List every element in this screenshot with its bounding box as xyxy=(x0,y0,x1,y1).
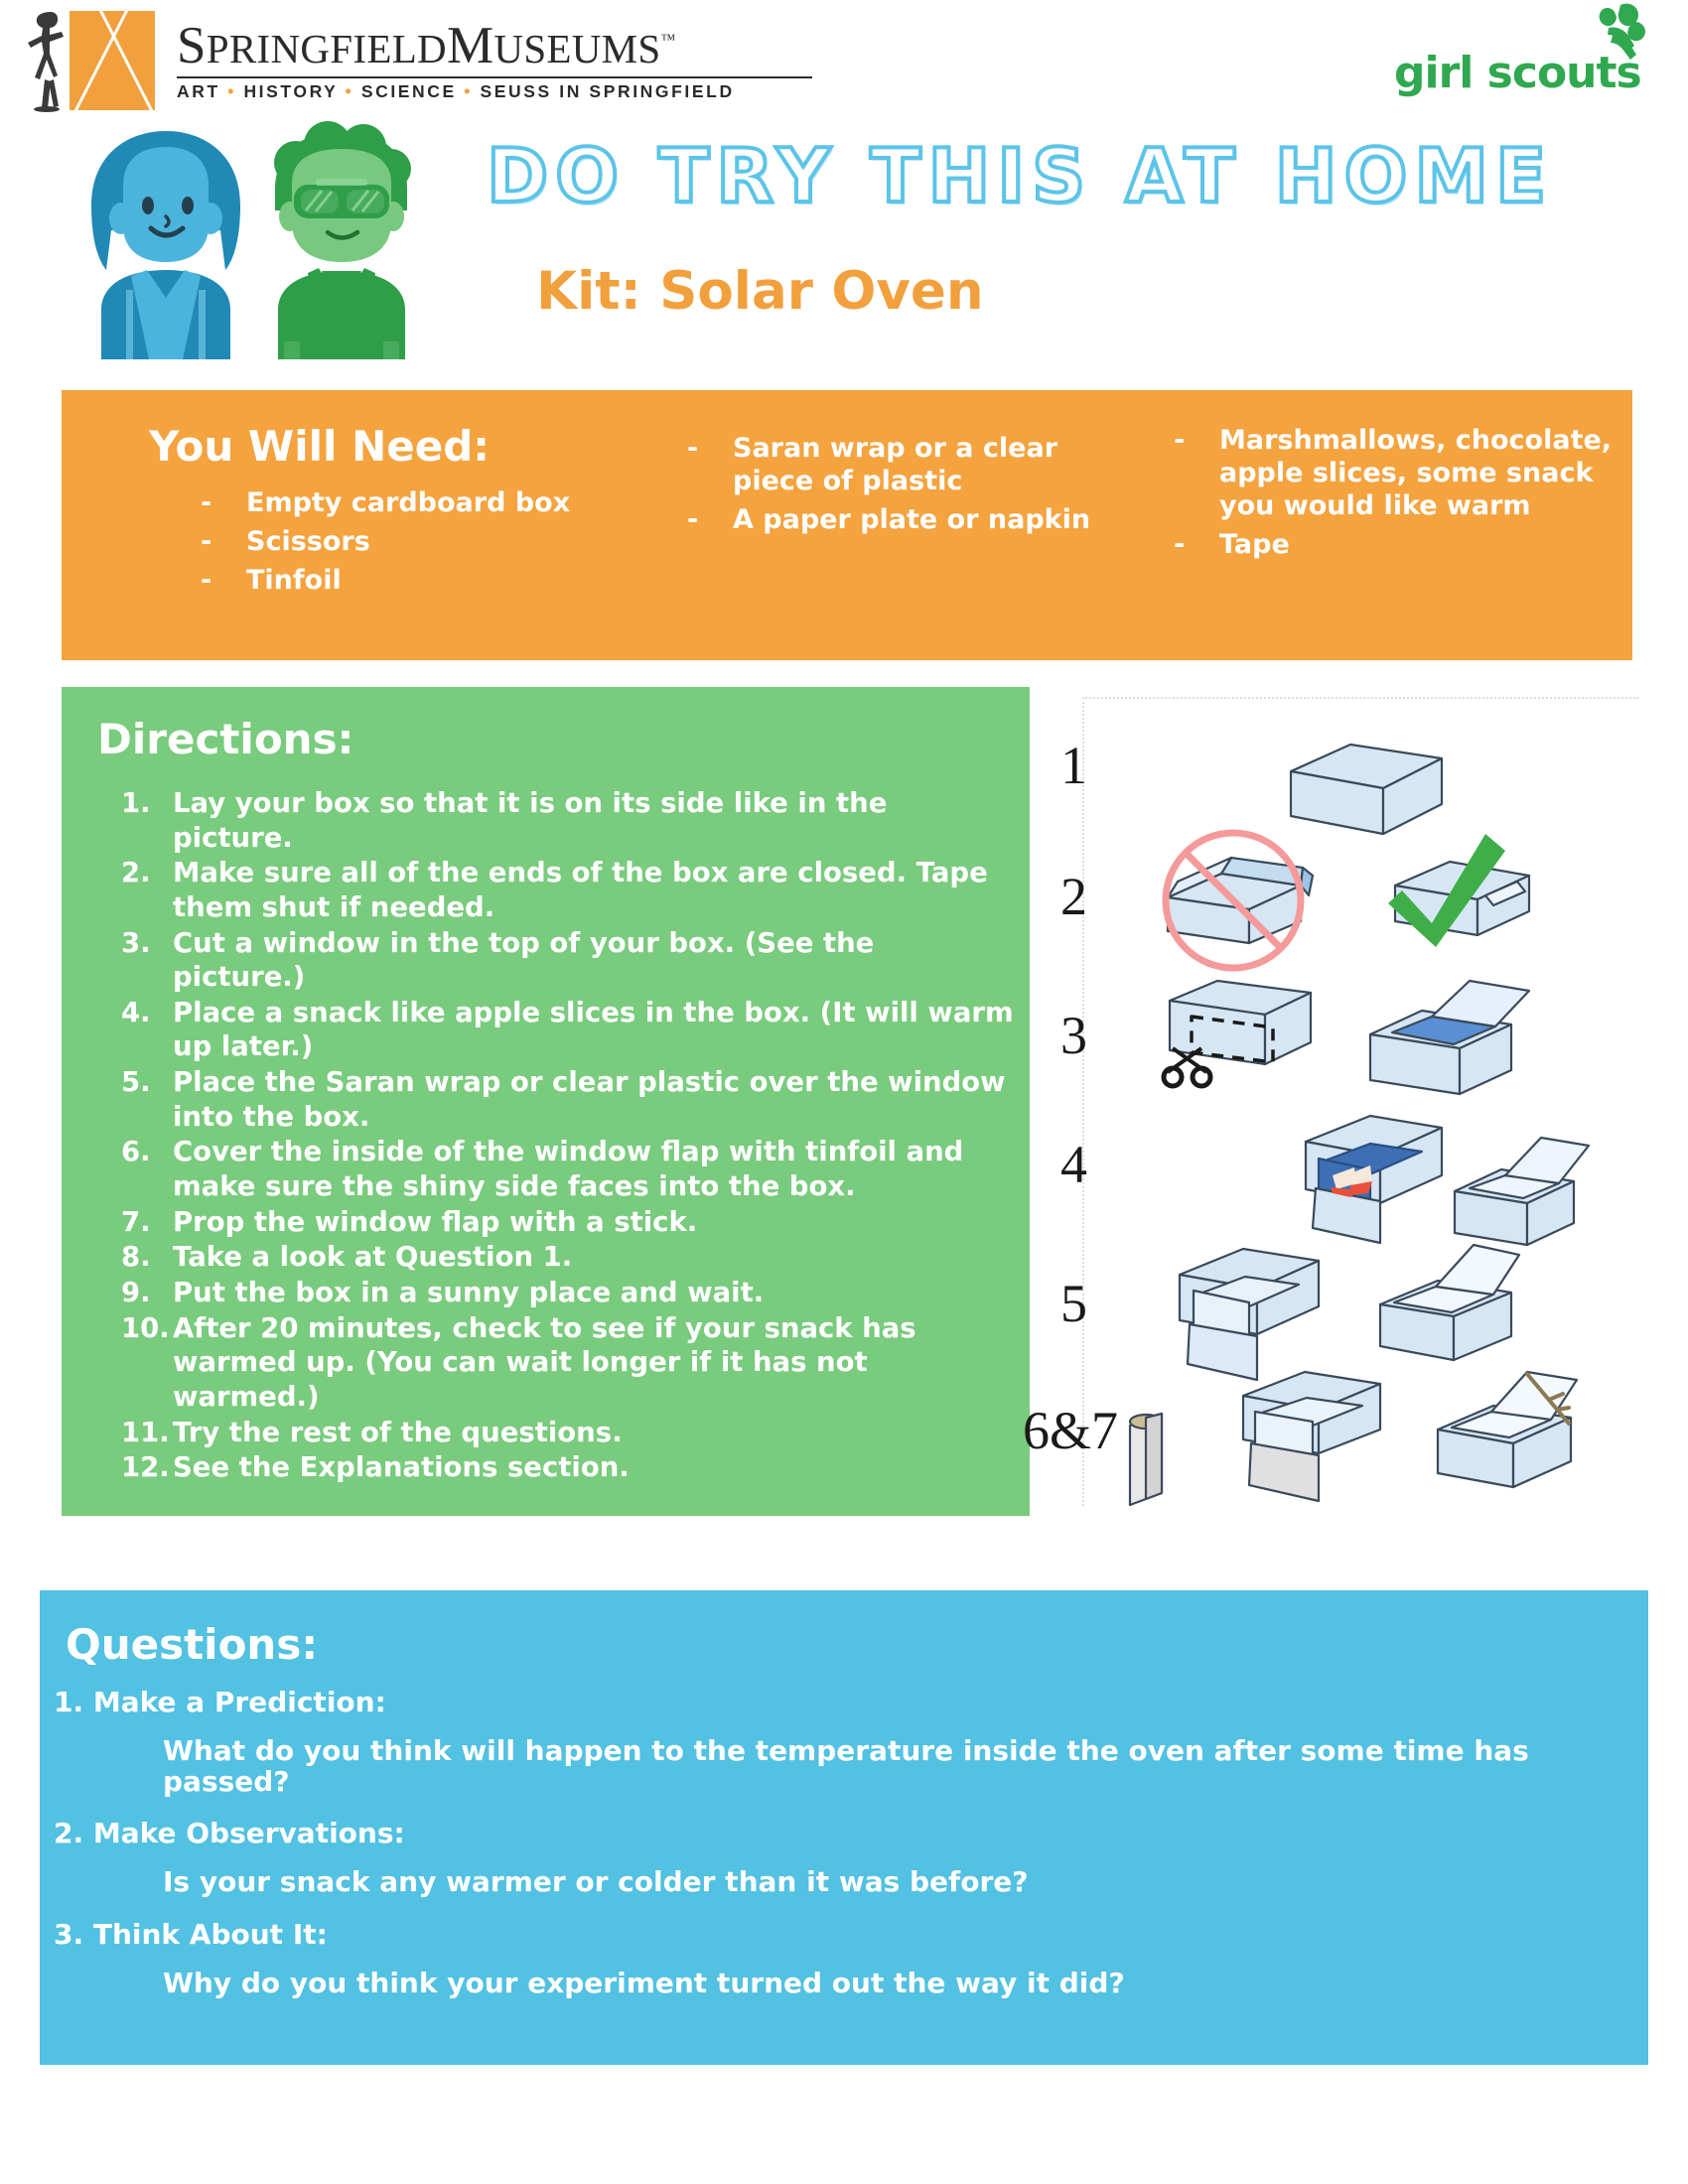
direction-step xyxy=(121,1416,1015,1450)
bullet-dash-icon: - xyxy=(1174,528,1186,560)
step-text: Prop the window flap with a stick. xyxy=(173,1205,698,1238)
directions-panel xyxy=(62,687,1030,1516)
step67-box-with-stick xyxy=(1438,1372,1577,1487)
direction-step xyxy=(121,1065,1015,1134)
diagram-border-top xyxy=(1082,697,1638,700)
step-text: Lay your box so that it is on its side like in the picture. xyxy=(173,787,888,854)
solar-oven-diagram xyxy=(1023,687,1648,1516)
direction-step xyxy=(121,1276,1015,1310)
bullet-dash-icon: - xyxy=(201,525,212,557)
material-item xyxy=(201,526,618,559)
material-label: Empty cardboard box xyxy=(246,487,571,518)
diagram-step-label-3: 3 xyxy=(1060,1006,1087,1065)
logo-divider xyxy=(177,76,812,78)
step-number: 12. xyxy=(121,1451,170,1484)
direction-step xyxy=(121,996,1015,1064)
direction-step xyxy=(121,926,1015,995)
step1-closed-box xyxy=(1291,745,1442,834)
step-text: Take a look at Question 1. xyxy=(173,1241,573,1274)
bullet-dash-icon: - xyxy=(201,564,212,596)
step-number: 3. xyxy=(121,926,151,959)
step-text: Try the rest of the questions. xyxy=(173,1416,623,1448)
questions-list xyxy=(54,1688,1632,2021)
step-text: Make sure all of the ends of the box are closed. Tape them shut if needed. xyxy=(173,857,988,923)
tinfoil-roll-icon xyxy=(1130,1414,1162,1505)
questions-panel xyxy=(40,1590,1648,2065)
diagram-step-label-67: 6&7 xyxy=(1023,1401,1119,1460)
wordmark-m: M xyxy=(446,16,494,74)
wordmark-pringfield: PRINGFIELD xyxy=(206,25,447,71)
material-item xyxy=(201,565,618,598)
direction-step xyxy=(121,1450,1015,1485)
material-label: Tinfoil xyxy=(246,564,342,596)
girl-character-icon xyxy=(91,131,240,359)
material-label: Scissors xyxy=(246,525,370,557)
step-text: See the Explanations section. xyxy=(173,1451,630,1484)
museums-diamond-mark xyxy=(70,11,155,110)
step5-box-closed-plastic xyxy=(1380,1245,1519,1360)
step-text: Put the box in a sunny place and wait. xyxy=(173,1276,765,1308)
step3-box-window-open xyxy=(1370,981,1529,1094)
material-label: Marshmallows, chocolate, apple slices, some snack you would like warm xyxy=(1219,425,1613,521)
material-label: Tape xyxy=(1219,528,1290,560)
step4-box-with-snack xyxy=(1306,1116,1442,1243)
material-item xyxy=(1174,425,1630,523)
step-text: Cover the inside of the window flap with tinfoil and make sure the shiny side faces into the box. xyxy=(173,1136,964,1203)
step-number: 6. xyxy=(121,1136,151,1168)
diagram-step-label-1: 1 xyxy=(1060,736,1087,795)
step-number: 2. xyxy=(121,857,151,889)
material-item xyxy=(687,504,1144,537)
step-number: 11. xyxy=(121,1416,170,1448)
materials-panel xyxy=(62,390,1632,660)
springfield-museums-logo xyxy=(18,6,832,115)
step-number: 7. xyxy=(121,1205,151,1238)
direction-step xyxy=(121,1205,1015,1240)
tagline-dot-icon: • xyxy=(345,80,354,101)
bullet-dash-icon: - xyxy=(687,433,699,464)
bullet-dash-icon: - xyxy=(201,487,212,518)
bullet-dash-icon: - xyxy=(687,503,699,535)
seuss-figure-icon xyxy=(18,8,77,113)
material-item xyxy=(687,433,1144,498)
direction-step xyxy=(121,1311,1015,1415)
tagline-seuss: SEUSS IN SPRINGFIELD xyxy=(480,80,735,101)
step4-box-lid-open xyxy=(1455,1138,1589,1245)
question-label: 3. Think About It: xyxy=(54,1917,328,1951)
kids-illustration xyxy=(71,111,469,359)
diagram-border-left xyxy=(1082,697,1085,1506)
direction-step xyxy=(121,856,1015,924)
step-number: 9. xyxy=(121,1276,151,1308)
diagram-step-label-2: 2 xyxy=(1060,867,1087,926)
diagram-step-label-5: 5 xyxy=(1060,1274,1087,1333)
material-item xyxy=(1174,529,1630,562)
step-number: 10. xyxy=(121,1311,170,1344)
tagline-art: ART xyxy=(177,80,220,101)
step-text: After 20 minutes, check to see if your snack has warmed up. (You can wait longer if it has not warmed.) xyxy=(173,1311,916,1413)
question-label: 2. Make Observations: xyxy=(54,1817,405,1850)
material-label: A paper plate or napkin xyxy=(733,503,1091,535)
boy-character-icon xyxy=(274,121,411,359)
museums-wordmark xyxy=(177,16,832,74)
step67-box-foil-flap xyxy=(1243,1372,1380,1501)
step5-box-with-plastic xyxy=(1180,1249,1319,1380)
museum-tagline xyxy=(177,81,832,102)
wordmark-useums: USEUMS xyxy=(493,25,661,71)
directions-list xyxy=(121,786,1015,1486)
step-number: 8. xyxy=(121,1241,151,1274)
question-prompt: What do you think will happen to the temperature inside the oven after some time has passed? xyxy=(163,1733,1529,1798)
materials-heading: You Will Need: xyxy=(149,422,491,471)
question-prompt: Is your snack any warmer or colder than it was before? xyxy=(163,1865,1029,1899)
step-number: 4. xyxy=(121,996,151,1028)
girl-scouts-wordmark: girl scouts xyxy=(1394,48,1641,98)
tagline-science: SCIENCE xyxy=(360,80,457,101)
page-header xyxy=(0,0,1688,119)
step-number: 1. xyxy=(121,787,151,819)
trademark-symbol: ™ xyxy=(660,31,676,48)
tagline-dot-icon: • xyxy=(464,80,474,101)
direction-step xyxy=(121,1135,1015,1203)
question-prompt: Why do you think your experiment turned out the way it did? xyxy=(163,1966,1125,1999)
step-text: Place a snack like apple slices in the box. (It will warm up later.) xyxy=(173,996,1014,1063)
tagline-history: HISTORY xyxy=(243,80,339,101)
direction-step xyxy=(121,1240,1015,1275)
step-number: 5. xyxy=(121,1066,151,1099)
step-text: Place the Saran wrap or clear plastic over the window into the box. xyxy=(173,1066,1006,1133)
materials-column-3 xyxy=(1174,425,1630,568)
diagram-step-label-4: 4 xyxy=(1060,1135,1087,1194)
tagline-dot-icon: • xyxy=(227,80,236,101)
questions-heading: Questions: xyxy=(66,1620,319,1669)
question-label: 1. Make a Prediction: xyxy=(54,1686,386,1718)
material-item xyxy=(201,487,618,520)
materials-column-2 xyxy=(687,433,1144,543)
girl-scouts-logo xyxy=(1394,2,1652,107)
wordmark-s: S xyxy=(177,16,207,74)
kit-subtitle: Kit: Solar Oven xyxy=(536,261,984,322)
bullet-dash-icon: - xyxy=(1174,425,1186,456)
page-title: DO TRY THIS AT HOME xyxy=(487,132,1554,219)
materials-column-1 xyxy=(201,487,618,604)
diagram-svg xyxy=(1053,687,1648,1516)
material-label: Saran wrap or a clear piece of plastic xyxy=(733,433,1058,496)
directions-heading: Directions: xyxy=(97,715,354,763)
direction-step xyxy=(121,786,1015,855)
step-text: Cut a window in the top of your box. (See the picture.) xyxy=(173,926,875,994)
